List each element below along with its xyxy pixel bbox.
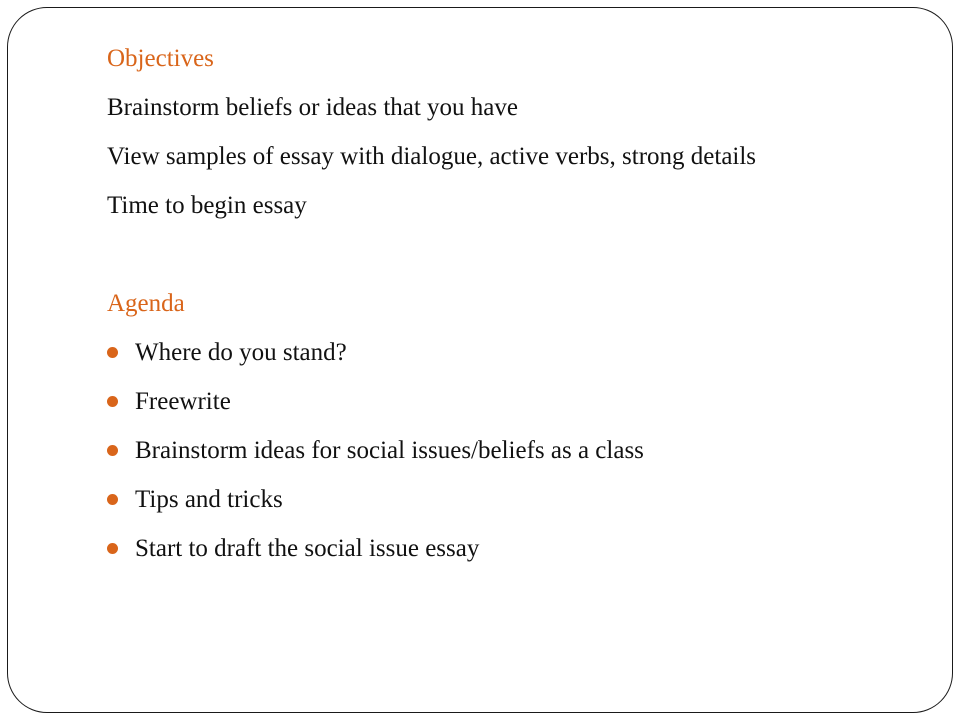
- slide-content: [107, 34, 927, 573]
- bullet-icon: [107, 543, 118, 554]
- agenda-item: [107, 426, 927, 475]
- agenda-item: [107, 377, 927, 426]
- bullet-icon: [107, 494, 118, 505]
- agenda-item: [107, 524, 927, 573]
- objectives-heading: Objectives: [107, 45, 214, 72]
- bullet-icon: [107, 396, 118, 407]
- objective-item: Brainstorm beliefs or ideas that you have: [107, 94, 518, 121]
- section-spacer: [107, 230, 927, 279]
- agenda-item-label: Tips and tricks: [135, 486, 283, 513]
- agenda-item-label: Start to draft the social issue essay: [135, 535, 480, 562]
- agenda-item: [107, 475, 927, 524]
- agenda-item-label: Where do you stand?: [135, 339, 347, 366]
- objective-item: Time to begin essay: [107, 192, 307, 219]
- bullet-icon: [107, 445, 118, 456]
- objective-item: View samples of essay with dialogue, active verbs, strong details: [107, 143, 757, 170]
- bullet-icon: [107, 347, 118, 358]
- agenda-item-label: Brainstorm ideas for social issues/beliefs as a class: [135, 437, 644, 464]
- agenda-item: [107, 328, 927, 377]
- agenda-item-label: Freewrite: [135, 388, 231, 415]
- agenda-heading: Agenda: [107, 290, 185, 317]
